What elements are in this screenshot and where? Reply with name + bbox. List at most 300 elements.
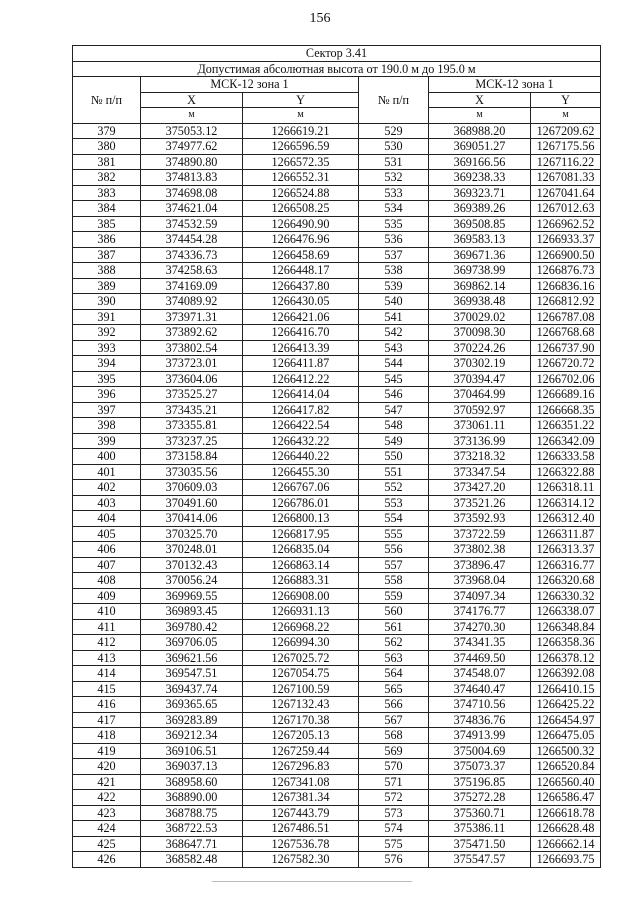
left-x-cell: 370056.24 (141, 573, 243, 589)
left-y-cell: 1267132.43 (243, 697, 359, 713)
left-x-cell: 369037.13 (141, 759, 243, 775)
right-y-cell: 1266475.05 (531, 728, 601, 744)
right-x-cell: 369051.27 (429, 139, 531, 155)
right-x-cell: 373722.59 (429, 526, 531, 542)
left-num-cell: 397 (73, 402, 141, 418)
right-x-cell: 373427.20 (429, 480, 531, 496)
right-num-cell: 570 (359, 759, 429, 775)
table-row (73, 294, 601, 310)
left-x-header: X (141, 92, 243, 108)
right-x-cell: 370302.19 (429, 356, 531, 372)
right-num-cell: 531 (359, 154, 429, 170)
right-num-cell: 554 (359, 511, 429, 527)
right-x-cell: 373521.26 (429, 495, 531, 511)
right-y-cell: 1266318.11 (531, 480, 601, 496)
right-y-cell: 1267116.22 (531, 154, 601, 170)
bottom-rule (212, 881, 412, 882)
left-num-cell: 396 (73, 387, 141, 403)
right-x-cell: 374548.07 (429, 666, 531, 682)
right-y-cell: 1266702.06 (531, 371, 601, 387)
right-num-cell: 538 (359, 263, 429, 279)
left-x-cell: 369437.74 (141, 681, 243, 697)
left-num-cell: 403 (73, 495, 141, 511)
left-y-cell: 1266421.06 (243, 309, 359, 325)
right-x-cell: 375386.11 (429, 821, 531, 837)
table-row (73, 433, 601, 449)
right-num-cell: 542 (359, 325, 429, 341)
right-x-cell: 374341.35 (429, 635, 531, 651)
left-x-cell: 373355.81 (141, 418, 243, 434)
left-y-cell: 1266458.69 (243, 247, 359, 263)
left-x-cell: 370248.01 (141, 542, 243, 558)
table-row (73, 852, 601, 868)
left-y-cell: 1266440.22 (243, 449, 359, 465)
left-y-cell: 1266994.30 (243, 635, 359, 651)
left-y-cell: 1266432.22 (243, 433, 359, 449)
left-y-cell: 1267205.13 (243, 728, 359, 744)
right-y-header: Y (531, 92, 601, 108)
table-row (73, 836, 601, 852)
left-x-cell: 374977.62 (141, 139, 243, 155)
right-y-cell: 1266333.58 (531, 449, 601, 465)
right-num-cell: 564 (359, 666, 429, 682)
left-num-cell: 391 (73, 309, 141, 325)
left-x-cell: 368958.60 (141, 774, 243, 790)
right-y-cell: 1266933.37 (531, 232, 601, 248)
left-y-cell: 1267054.75 (243, 666, 359, 682)
left-x-cell: 370132.43 (141, 557, 243, 573)
right-y-cell: 1266787.08 (531, 309, 601, 325)
table-row (73, 542, 601, 558)
left-y-cell: 1266835.04 (243, 542, 359, 558)
left-x-cell: 369780.42 (141, 619, 243, 635)
altitude-range: Допустимая абсолютная высота от 190.0 м до 195.0 м (73, 61, 601, 77)
table-row (73, 154, 601, 170)
left-y-cell: 1266414.04 (243, 387, 359, 403)
right-num-cell: 534 (359, 201, 429, 217)
left-x-cell: 369106.51 (141, 743, 243, 759)
right-x-cell: 374836.76 (429, 712, 531, 728)
right-num-cell: 540 (359, 294, 429, 310)
right-y-cell: 1267041.64 (531, 185, 601, 201)
left-x-cell: 368582.48 (141, 852, 243, 868)
left-y-unit: м (243, 108, 359, 124)
right-num-cell: 532 (359, 170, 429, 186)
right-y-cell: 1266500.32 (531, 743, 601, 759)
left-y-cell: 1266596.59 (243, 139, 359, 155)
left-x-cell: 369893.45 (141, 604, 243, 620)
right-y-cell: 1266311.87 (531, 526, 601, 542)
left-x-cell: 373525.27 (141, 387, 243, 403)
right-x-cell: 374097.34 (429, 588, 531, 604)
left-num-cell: 393 (73, 340, 141, 356)
left-y-cell: 1266490.90 (243, 216, 359, 232)
right-num-cell: 530 (359, 139, 429, 155)
left-y-cell: 1266413.39 (243, 340, 359, 356)
right-x-cell: 374469.50 (429, 650, 531, 666)
left-num-cell: 409 (73, 588, 141, 604)
left-y-cell: 1266767.06 (243, 480, 359, 496)
table-row (73, 557, 601, 573)
right-num-cell: 568 (359, 728, 429, 744)
right-num-cell: 576 (359, 852, 429, 868)
right-num-cell: 562 (359, 635, 429, 651)
table-row (73, 325, 601, 341)
left-y-cell: 1266524.88 (243, 185, 359, 201)
right-num-cell: 557 (359, 557, 429, 573)
right-num-cell: 546 (359, 387, 429, 403)
left-num-cell: 418 (73, 728, 141, 744)
left-num-cell: 388 (73, 263, 141, 279)
table-row (73, 247, 601, 263)
right-y-cell: 1266351.22 (531, 418, 601, 434)
table-row (73, 526, 601, 542)
right-y-cell: 1266454.97 (531, 712, 601, 728)
right-num-cell: 543 (359, 340, 429, 356)
left-y-cell: 1266411.87 (243, 356, 359, 372)
right-num-cell: 560 (359, 604, 429, 620)
left-y-cell: 1267443.79 (243, 805, 359, 821)
right-y-cell: 1266322.88 (531, 464, 601, 480)
right-x-cell: 373218.32 (429, 449, 531, 465)
right-y-cell: 1267012.63 (531, 201, 601, 217)
left-x-cell: 373971.31 (141, 309, 243, 325)
table-row (73, 480, 601, 496)
right-y-cell: 1266720.72 (531, 356, 601, 372)
right-x-cell: 374176.77 (429, 604, 531, 620)
table-row (73, 712, 601, 728)
left-x-cell: 368647.71 (141, 836, 243, 852)
left-x-cell: 373802.54 (141, 340, 243, 356)
right-num-cell: 535 (359, 216, 429, 232)
left-y-cell: 1267381.34 (243, 790, 359, 806)
right-y-cell: 1266689.16 (531, 387, 601, 403)
table-row (73, 728, 601, 744)
table-row (73, 743, 601, 759)
right-x-cell: 374270.30 (429, 619, 531, 635)
right-num-cell: 550 (359, 449, 429, 465)
left-num-cell: 394 (73, 356, 141, 372)
left-x-cell: 373723.01 (141, 356, 243, 372)
right-x-cell: 369671.36 (429, 247, 531, 263)
table-row (73, 805, 601, 821)
left-num-cell: 380 (73, 139, 141, 155)
right-num-cell: 548 (359, 418, 429, 434)
left-num-cell: 401 (73, 464, 141, 480)
right-num-cell: 537 (359, 247, 429, 263)
left-x-cell: 370609.03 (141, 480, 243, 496)
right-y-cell: 1266320.68 (531, 573, 601, 589)
right-y-cell: 1266836.16 (531, 278, 601, 294)
right-num-cell: 556 (359, 542, 429, 558)
right-x-cell: 369238.33 (429, 170, 531, 186)
right-num-cell: 575 (359, 836, 429, 852)
left-num-cell: 425 (73, 836, 141, 852)
table-row (73, 464, 601, 480)
left-num-cell: 387 (73, 247, 141, 263)
left-y-cell: 1267259.44 (243, 743, 359, 759)
left-x-cell: 369283.89 (141, 712, 243, 728)
left-y-cell: 1266968.22 (243, 619, 359, 635)
left-x-cell: 373892.62 (141, 325, 243, 341)
left-x-cell: 374698.08 (141, 185, 243, 201)
table-row (73, 635, 601, 651)
left-x-cell: 370414.06 (141, 511, 243, 527)
right-x-cell: 375360.71 (429, 805, 531, 821)
table-row (73, 340, 601, 356)
left-y-cell: 1266800.13 (243, 511, 359, 527)
right-num-cell: 571 (359, 774, 429, 790)
right-x-cell: 369166.56 (429, 154, 531, 170)
table-row (73, 449, 601, 465)
left-y-cell: 1267341.08 (243, 774, 359, 790)
table-row (73, 495, 601, 511)
right-num-cell: 536 (359, 232, 429, 248)
table-row (73, 232, 601, 248)
left-x-cell: 373035.56 (141, 464, 243, 480)
right-x-cell: 369323.71 (429, 185, 531, 201)
right-num-cell: 539 (359, 278, 429, 294)
left-y-cell: 1266572.35 (243, 154, 359, 170)
table-row (73, 759, 601, 775)
left-x-cell: 370491.60 (141, 495, 243, 511)
left-y-cell: 1266619.21 (243, 123, 359, 139)
right-x-cell: 375073.37 (429, 759, 531, 775)
table-row (73, 185, 601, 201)
right-x-cell: 373347.54 (429, 464, 531, 480)
right-zone-header: МСК-12 зона 1 (429, 77, 601, 93)
left-num-cell: 383 (73, 185, 141, 201)
right-num-cell: 529 (359, 123, 429, 139)
left-y-cell: 1267582.30 (243, 852, 359, 868)
right-num-cell: 569 (359, 743, 429, 759)
right-x-cell: 370394.47 (429, 371, 531, 387)
right-x-cell: 374710.56 (429, 697, 531, 713)
left-x-cell: 369969.55 (141, 588, 243, 604)
right-num-cell: 574 (359, 821, 429, 837)
right-num-cell: 558 (359, 573, 429, 589)
left-y-cell: 1266908.00 (243, 588, 359, 604)
right-y-cell: 1266693.75 (531, 852, 601, 868)
left-num-cell: 424 (73, 821, 141, 837)
left-x-cell: 374890.80 (141, 154, 243, 170)
left-y-cell: 1266508.25 (243, 201, 359, 217)
left-num-cell: 417 (73, 712, 141, 728)
table-row (73, 216, 601, 232)
left-x-cell: 369212.34 (141, 728, 243, 744)
left-y-cell: 1267486.51 (243, 821, 359, 837)
left-num-cell: 390 (73, 294, 141, 310)
right-y-cell: 1266348.84 (531, 619, 601, 635)
left-num-cell: 405 (73, 526, 141, 542)
left-y-cell: 1266417.82 (243, 402, 359, 418)
right-x-cell: 370464.99 (429, 387, 531, 403)
right-y-cell: 1266628.48 (531, 821, 601, 837)
right-y-cell: 1266812.92 (531, 294, 601, 310)
left-num-cell: 411 (73, 619, 141, 635)
table-row (73, 309, 601, 325)
right-y-cell: 1266392.08 (531, 666, 601, 682)
right-num-cell: 559 (359, 588, 429, 604)
table-row (73, 681, 601, 697)
left-zone-header: МСК-12 зона 1 (141, 77, 359, 93)
right-y-cell: 1266410.15 (531, 681, 601, 697)
page-number: 156 (309, 11, 331, 26)
sector-title: Сектор 3.41 (73, 46, 601, 62)
left-y-cell: 1266448.17 (243, 263, 359, 279)
right-y-cell: 1266900.50 (531, 247, 601, 263)
right-num-cell: 566 (359, 697, 429, 713)
table-row (73, 278, 601, 294)
left-num-cell: 410 (73, 604, 141, 620)
right-x-cell: 369862.14 (429, 278, 531, 294)
table-row (73, 604, 601, 620)
right-num-cell: 552 (359, 480, 429, 496)
right-x-cell: 369583.13 (429, 232, 531, 248)
left-num-cell: 415 (73, 681, 141, 697)
right-x-unit: м (429, 108, 531, 124)
right-x-cell: 369508.85 (429, 216, 531, 232)
left-y-cell: 1266786.01 (243, 495, 359, 511)
left-x-cell: 369547.51 (141, 666, 243, 682)
left-num-cell: 386 (73, 232, 141, 248)
right-x-cell: 368988.20 (429, 123, 531, 139)
right-y-cell: 1266378.12 (531, 650, 601, 666)
right-x-cell: 373061.11 (429, 418, 531, 434)
table-row (73, 573, 601, 589)
left-x-cell: 375053.12 (141, 123, 243, 139)
right-y-cell: 1266520.84 (531, 759, 601, 775)
left-num-cell: 404 (73, 511, 141, 527)
left-y-cell: 1267296.83 (243, 759, 359, 775)
left-y-cell: 1266476.96 (243, 232, 359, 248)
left-num-cell: 407 (73, 557, 141, 573)
left-num-cell: 419 (73, 743, 141, 759)
right-x-cell: 375547.57 (429, 852, 531, 868)
left-num-cell: 400 (73, 449, 141, 465)
table-row (73, 356, 601, 372)
left-num-cell: 385 (73, 216, 141, 232)
right-y-cell: 1266425.22 (531, 697, 601, 713)
right-x-cell: 369738.99 (429, 263, 531, 279)
right-y-cell: 1266316.77 (531, 557, 601, 573)
right-num-cell: 567 (359, 712, 429, 728)
right-y-cell: 1266342.09 (531, 433, 601, 449)
left-x-cell: 369621.56 (141, 650, 243, 666)
left-y-cell: 1266455.30 (243, 464, 359, 480)
left-x-cell: 374336.73 (141, 247, 243, 263)
left-num-cell: 398 (73, 418, 141, 434)
table-row (73, 790, 601, 806)
left-y-cell: 1266412.22 (243, 371, 359, 387)
right-y-cell: 1266338.07 (531, 604, 601, 620)
table-row (73, 402, 601, 418)
table-row (73, 170, 601, 186)
right-num-cell: 551 (359, 464, 429, 480)
left-y-cell: 1267170.38 (243, 712, 359, 728)
table-row (73, 418, 601, 434)
right-x-cell: 375004.69 (429, 743, 531, 759)
right-num-cell: 553 (359, 495, 429, 511)
left-y-header: Y (243, 92, 359, 108)
right-y-cell: 1266330.32 (531, 588, 601, 604)
left-y-cell: 1266883.31 (243, 573, 359, 589)
table-body (73, 123, 601, 867)
left-num-cell: 420 (73, 759, 141, 775)
left-y-cell: 1266437.80 (243, 278, 359, 294)
right-y-unit: м (531, 108, 601, 124)
right-y-cell: 1266560.40 (531, 774, 601, 790)
right-x-cell: 370098.30 (429, 325, 531, 341)
left-num-cell: 413 (73, 650, 141, 666)
right-y-cell: 1266312.40 (531, 511, 601, 527)
right-y-cell: 1267209.62 (531, 123, 601, 139)
left-y-cell: 1266422.54 (243, 418, 359, 434)
left-num-cell: 421 (73, 774, 141, 790)
table-row (73, 123, 601, 139)
left-num-cell: 399 (73, 433, 141, 449)
left-x-cell: 374169.09 (141, 278, 243, 294)
table-row (73, 774, 601, 790)
left-num-cell: 392 (73, 325, 141, 341)
right-x-cell: 373802.38 (429, 542, 531, 558)
right-y-cell: 1266876.73 (531, 263, 601, 279)
right-num-cell: 555 (359, 526, 429, 542)
left-x-cell: 369706.05 (141, 635, 243, 651)
table-row (73, 263, 601, 279)
right-num-cell: 549 (359, 433, 429, 449)
right-num-cell: 541 (359, 309, 429, 325)
right-y-cell: 1266662.14 (531, 836, 601, 852)
right-x-cell: 370592.97 (429, 402, 531, 418)
left-y-cell: 1267536.78 (243, 836, 359, 852)
left-num-cell: 416 (73, 697, 141, 713)
right-num-cell: 573 (359, 805, 429, 821)
right-y-cell: 1266314.12 (531, 495, 601, 511)
left-x-cell: 373435.21 (141, 402, 243, 418)
left-x-cell: 374621.04 (141, 201, 243, 217)
right-y-cell: 1266768.68 (531, 325, 601, 341)
right-x-cell: 370224.26 (429, 340, 531, 356)
left-x-cell: 368722.53 (141, 821, 243, 837)
table-row (73, 697, 601, 713)
left-y-cell: 1266817.95 (243, 526, 359, 542)
right-y-cell: 1266586.47 (531, 790, 601, 806)
left-num-cell: 384 (73, 201, 141, 217)
right-num-cell: 533 (359, 185, 429, 201)
left-y-cell: 1266416.70 (243, 325, 359, 341)
left-y-cell: 1266552.31 (243, 170, 359, 186)
table-row (73, 821, 601, 837)
left-x-cell: 370325.70 (141, 526, 243, 542)
right-x-cell: 375196.85 (429, 774, 531, 790)
left-num-cell: 402 (73, 480, 141, 496)
left-y-cell: 1267100.59 (243, 681, 359, 697)
right-num-cell: 547 (359, 402, 429, 418)
right-x-cell: 375272.28 (429, 790, 531, 806)
right-x-cell: 369389.26 (429, 201, 531, 217)
left-num-cell: 412 (73, 635, 141, 651)
left-y-cell: 1266931.13 (243, 604, 359, 620)
table-row (73, 666, 601, 682)
right-x-cell: 370029.02 (429, 309, 531, 325)
table-row (73, 387, 601, 403)
right-y-cell: 1266618.78 (531, 805, 601, 821)
left-num-cell: 381 (73, 154, 141, 170)
left-num-cell: 426 (73, 852, 141, 868)
left-y-cell: 1266430.05 (243, 294, 359, 310)
left-x-cell: 373237.25 (141, 433, 243, 449)
